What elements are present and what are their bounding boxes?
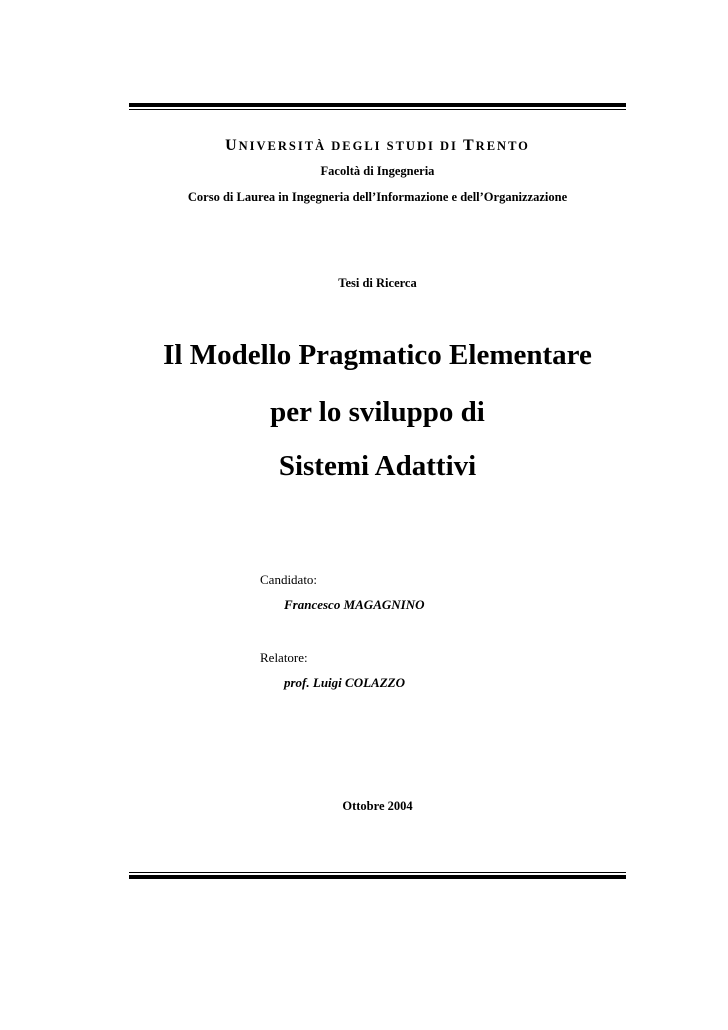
- university-part-2: NIVERSITÀ DEGLI STUDI DI: [238, 139, 463, 153]
- university-part-4: RENTO: [475, 139, 530, 153]
- supervisor-label: Relatore:: [260, 650, 308, 665]
- university-name: [129, 137, 626, 155]
- candidate-label: Candidato:: [260, 572, 318, 587]
- thesis-title-line-3: Sistemi Adattivi: [278, 450, 477, 482]
- course-name: Corso di Laurea in Ingegneria dell’Informazione e dell’Organizzazione: [187, 190, 568, 204]
- thesis-title-line-1: Il Modello Pragmatico Elementare: [163, 339, 592, 371]
- bottom-thick-line: [129, 875, 626, 879]
- candidate-name: Francesco MAGAGNINO: [284, 597, 425, 612]
- top-double-rule: [129, 103, 626, 110]
- bottom-double-rule: [129, 872, 626, 879]
- thesis-date: Ottobre 2004: [342, 799, 413, 813]
- top-thin-line: [129, 109, 626, 110]
- faculty-name: Facoltà di Ingegneria: [320, 164, 435, 178]
- thesis-type: Tesi di Ricerca: [338, 276, 417, 290]
- university-initial-u: U: [225, 137, 239, 154]
- thesis-title-line-2: per lo sviluppo di: [270, 396, 485, 428]
- university-initial-t: T: [463, 137, 476, 154]
- supervisor-name: prof. Luigi COLAZZO: [284, 675, 405, 690]
